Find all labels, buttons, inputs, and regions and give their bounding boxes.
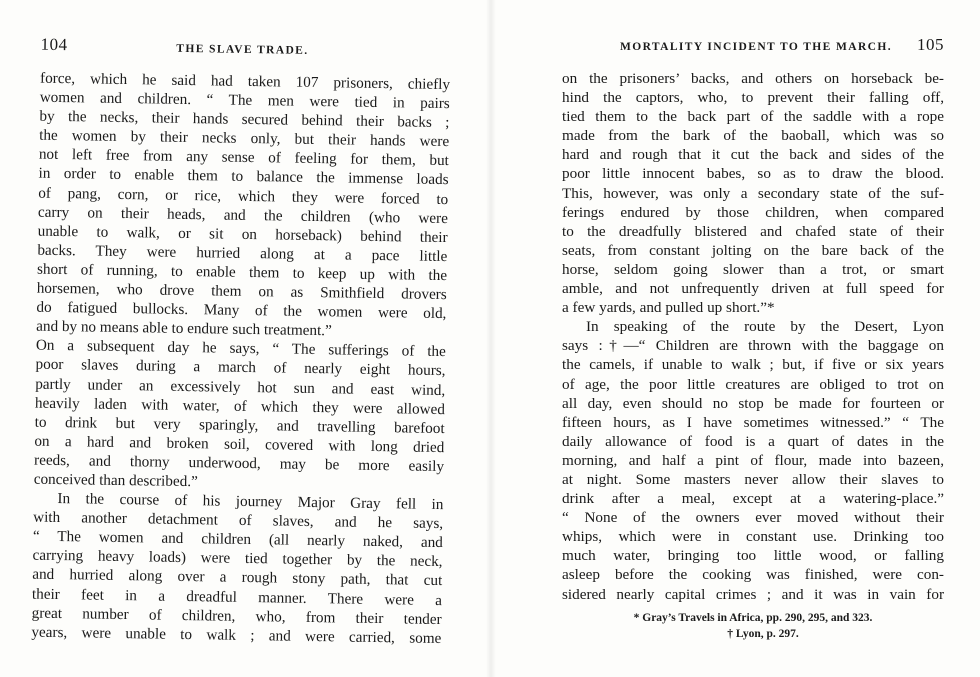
text-line: unable to walk, or sit on horseback) behind their [37, 222, 448, 246]
text-line: morning, and half a pint of flour, made into bazeen, [562, 451, 944, 469]
text-line: their feet in a dreadful manner. There were a [31, 585, 443, 609]
text-line: the women by their necks only, but their hands were [39, 126, 450, 151]
text-line: In the course of his journey Major Gray fell in [57, 490, 444, 514]
text-line: partly under an excessively hot sun and east wind, [35, 375, 446, 399]
text-line: on the prisoners’ backs, and others on horseback be- [562, 70, 944, 87]
text-line: daily allowance of food is a quart of dates in the [562, 432, 944, 450]
right-running-title: MORTALITY INCIDENT TO THE MARCH. [620, 41, 892, 53]
text-line: women and children. “ The men were tied in pairs [39, 88, 450, 113]
text-line: at night. Some masters never allow their slaves to [562, 470, 944, 488]
text-line: do fatigued bullocks. Many of the women were old, [36, 298, 447, 323]
text-line: heavily laden with water, of which they were allowed [34, 394, 446, 418]
text-line: on a hard and broken soil, covered with long dried [34, 432, 445, 456]
text-line: horse, seldom going slower than a trot, or smart [562, 260, 944, 278]
footnote: * Gray’s Travels in Africa, pp. 290, 295, and 323. [633, 611, 873, 624]
text-line: says :†—“ Children are thrown with the baggage on [562, 337, 944, 355]
right-running-head [562, 35, 944, 57]
text-line: poor slaves during a march of nearly eight hours, [35, 356, 446, 380]
left-page-number: 104 [40, 34, 68, 55]
text-line: whips, which were in constant use. Drinking too [562, 528, 944, 546]
footnote: † Lyon, p. 297. [727, 627, 799, 640]
footnotes [562, 610, 944, 642]
text-line: much water, bringing too little wood, or falling [562, 547, 944, 565]
text-line: great number of children, who, from their tender [31, 604, 442, 628]
text-line: and hurried along over a rough stony path, that cut [32, 566, 443, 590]
text-line: asleep before the cooking was finished, were con- [562, 566, 944, 584]
text-line: carrying heavy loads) were tied together by the neck, [32, 546, 443, 571]
text-line: horsemen, who drove them on as Smithfield drovers [36, 279, 447, 304]
text-line: of pang, corn, or rice, which they were forced to [38, 184, 449, 208]
text-line: poor little innocent babes, so as to draw the blood. [562, 165, 944, 183]
text-line: short of running, to enable them to keep up with the [36, 260, 448, 285]
text-line: with another detachment of slaves, and he says, [33, 508, 444, 533]
text-line: seats, from constant jolting on the bare back of the [562, 241, 944, 259]
text-line: amble, and not unfrequently driven at full speed for [562, 280, 944, 298]
right-body-text [562, 69, 944, 604]
text-line: tied them to the back part of the saddle with a rope [562, 108, 944, 126]
left-running-head [40, 35, 450, 63]
text-line: hard and rough that it cut the back and sides of the [562, 146, 944, 164]
text-line: the camels, if unable to walk ; but, if five or six years [562, 356, 944, 374]
text-line: “ None of the owners ever moved without their [562, 509, 944, 527]
text-line: to the dreadfully blistered and chafed state of their [562, 222, 944, 240]
text-line: backs. They were hurried along at a pace little [37, 241, 448, 265]
text-line: years, were unable to walk ; and were carried, some [31, 623, 442, 647]
text-line: reeds, and thorny underwood, may be more easily [33, 451, 445, 475]
text-line: not left free from any sense of feeling for them, but [38, 146, 449, 170]
text-line: to drink but very sparingly, and travelling barefoot [34, 413, 445, 437]
text-line: “ The women and children (all nearly naked, and [32, 527, 443, 552]
text-line: and by no means able to endure such treatment.” [36, 317, 332, 340]
text-line: all day, even should no stop be made for fourteen or [562, 394, 944, 412]
left-body-text [31, 69, 450, 648]
text-line: drink after a meal, except at a watering-place.” [562, 490, 944, 508]
text-line: fifteen hours, as I have sometimes witnessed.” “ The [562, 413, 944, 431]
text-line: In speaking of the route by the Desert, Lyon [586, 318, 944, 336]
right-page-number: 105 [917, 35, 944, 54]
text-line: force, which he said had taken 107 prisoners, chiefly [39, 69, 451, 94]
text-line: sidered nearly capital crimes ; and it was in vain for [562, 585, 944, 603]
text-line: conceived than described.” [33, 470, 198, 491]
text-line: hind the captors, who, to prevent their falling off, [562, 89, 944, 107]
text-line: This, however, was only a secondary state of the suf- [562, 184, 944, 202]
text-line: in order to enable them to balance the immense loads [38, 165, 449, 189]
text-line: carry on their heads, and the children (who were [37, 203, 449, 227]
text-line: by the necks, their hands secured behind their backs ; [39, 107, 450, 132]
text-line: of age, the poor little creatures are obliged to trot on [562, 375, 944, 393]
text-line: a few yards, and pulled up short.”* [562, 299, 775, 317]
left-running-title: THE SLAVE TRADE. [176, 42, 309, 57]
right-page [480, 0, 980, 677]
text-line: On a subsequent day he says, “ The sufferings of the [35, 336, 446, 361]
text-line: ferings endured by those children, when compared [562, 203, 944, 221]
text-line: made from the bark of the baoball, which was so [562, 127, 944, 145]
